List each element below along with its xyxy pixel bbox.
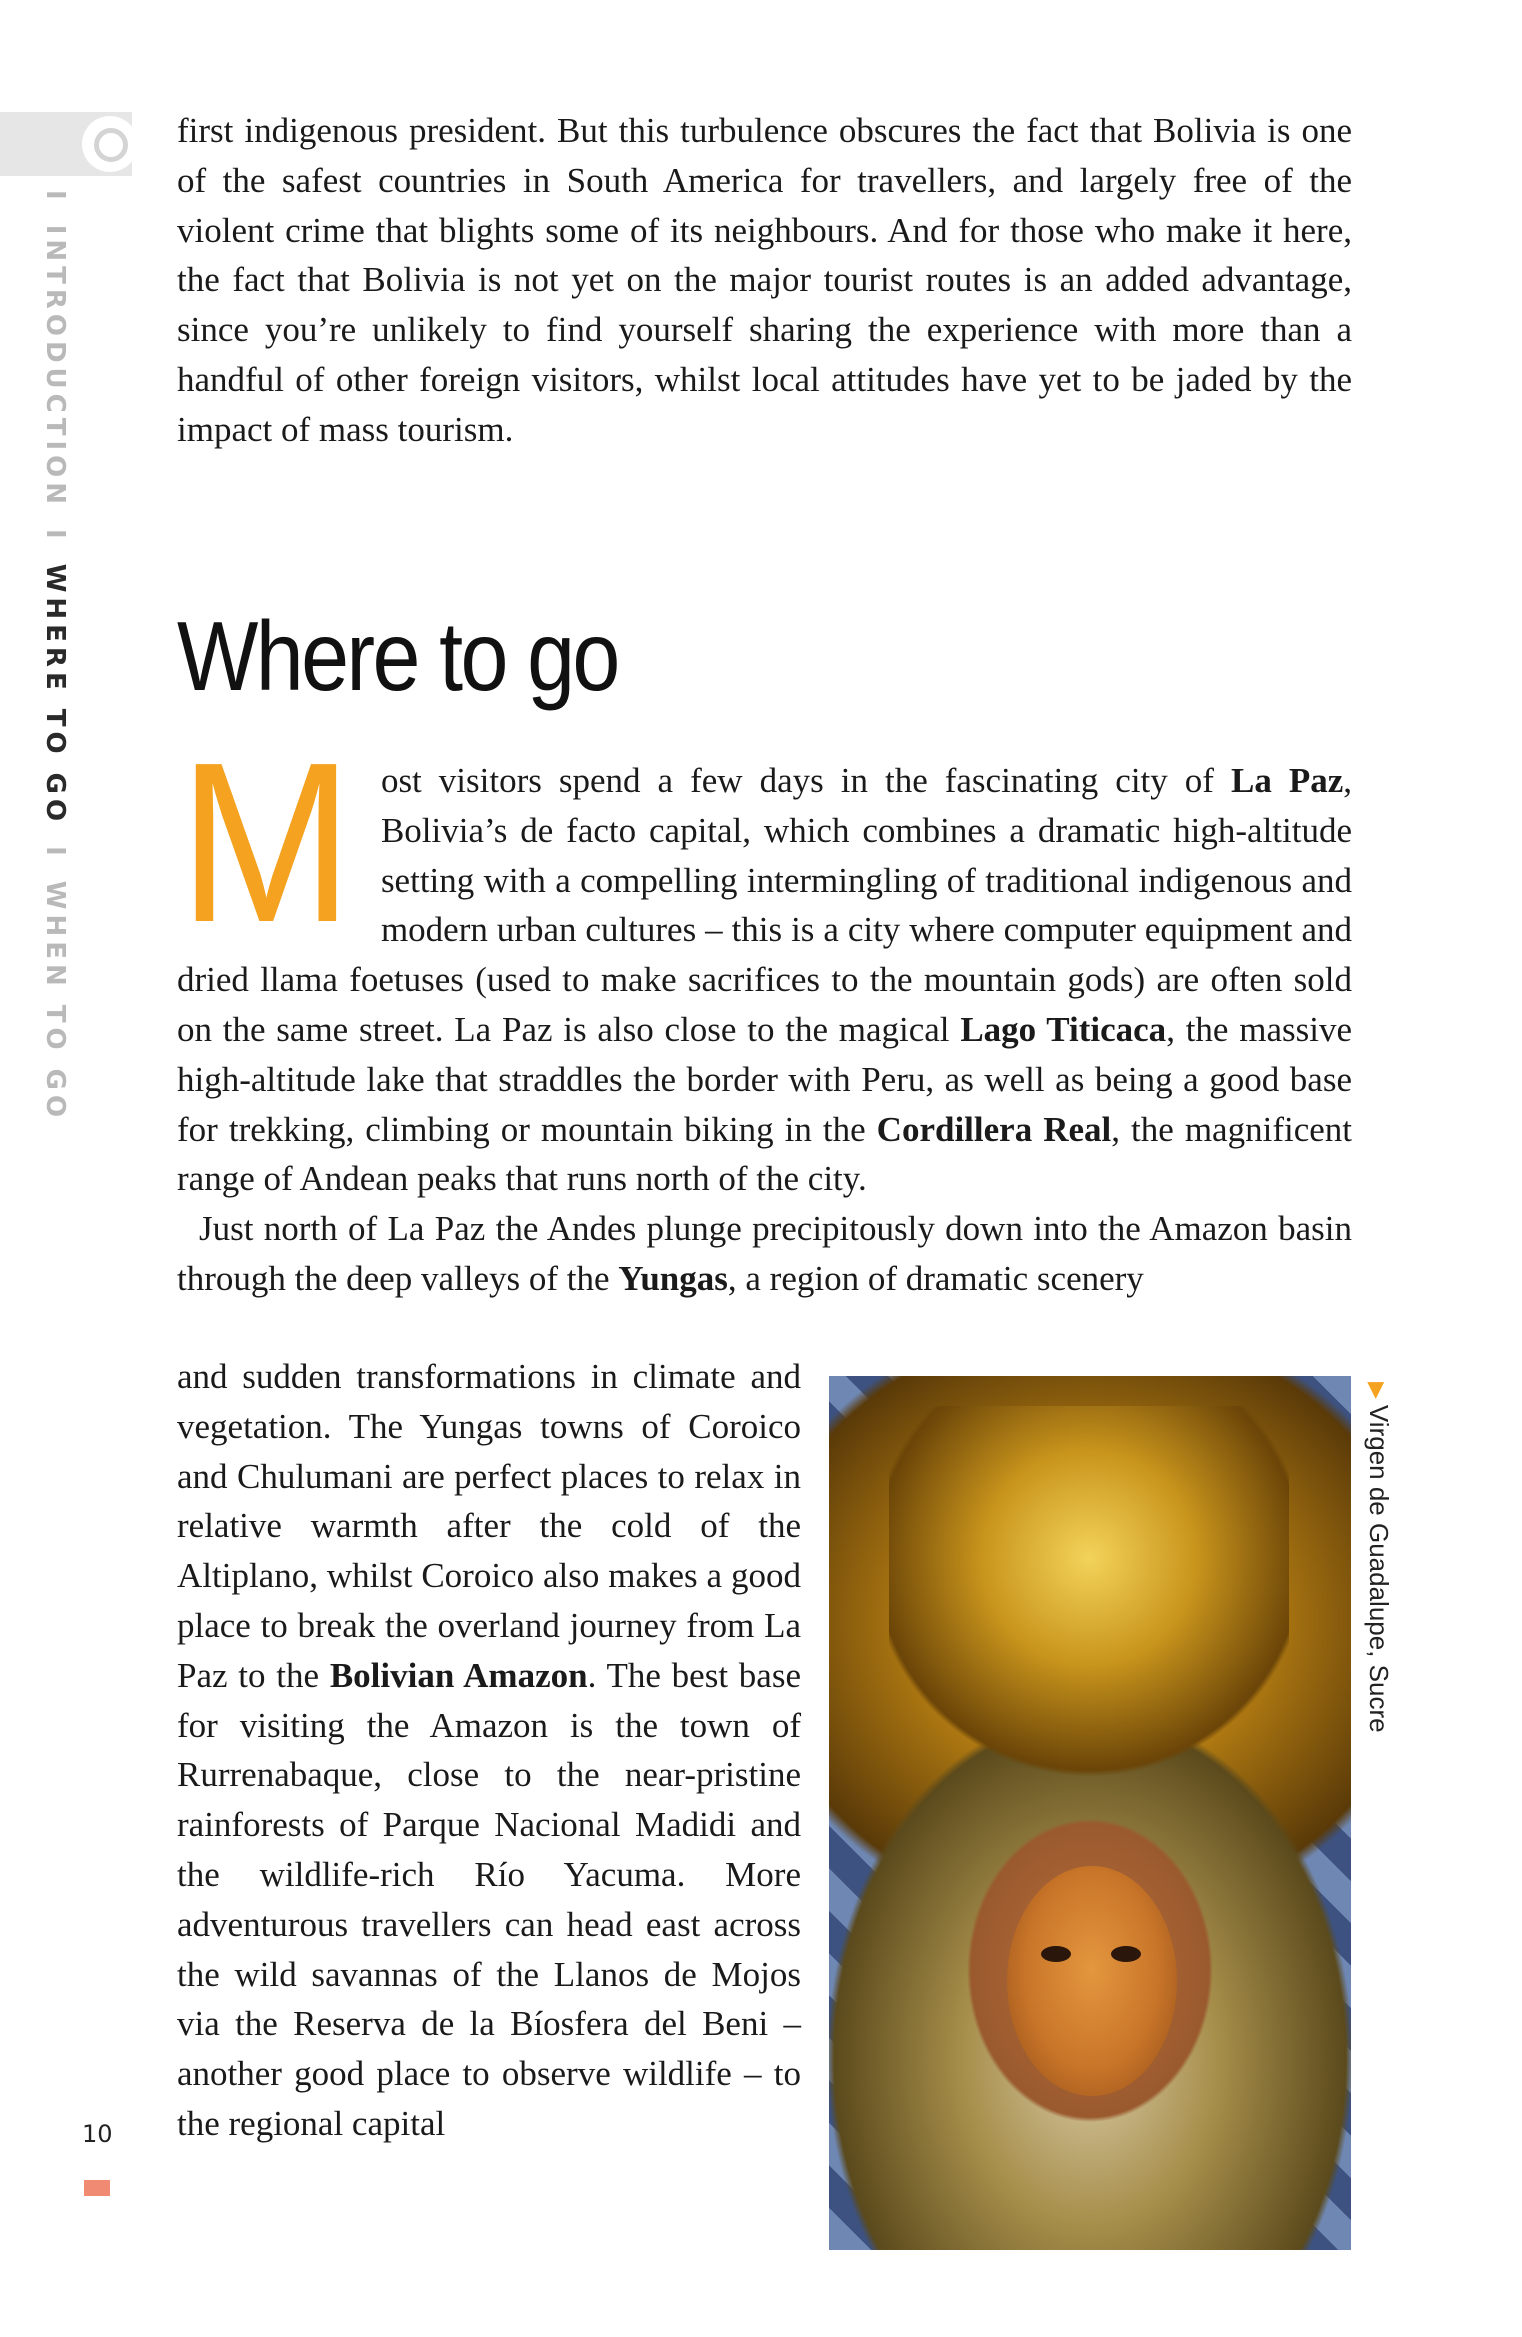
column-text: and sudden transformations in climate and vegetation. The Yungas towns of Coroico and Chulumani are perfect places to relax in relative warmth after the cold of the Altiplano, whilst Coroico also makes a good place to break the overland journey from La Paz to the xyxy=(177,1357,801,1695)
nav-where-to-go: WHERE TO GO xyxy=(40,563,70,827)
place-cordillera-real: Cordillera Real xyxy=(876,1109,1112,1149)
photo-face xyxy=(1007,1866,1177,2096)
top-paragraph: first indigenous president. But this turbulence obscures the fact that Bolivia is one of the safest countries in South America for travellers, and largely free of the violent crime that blights some of its neighbours. And for those who make it here, the fact that Bolivia is not yet on the major tourist routes is an added advantage, since you’re unlikely to find yourself sharing the experience with more than a handful of other foreign visitors, whilst local attitudes have yet to be jaded by the impact of mass tourism. xyxy=(177,111,1352,449)
intro-text: Just north of La Paz the Andes plunge precipitously down into the Amazon basin through the deep valleys of the xyxy=(177,1209,1352,1298)
photo-caption xyxy=(1363,1382,1394,1733)
place-bolivian-amazon: Bolivian Amazon xyxy=(329,1655,588,1695)
section-heading: Where to go xyxy=(177,601,618,711)
place-la-paz: La Paz xyxy=(1230,761,1344,800)
page-number: 10 xyxy=(82,2120,113,2148)
nav-when-to-go: WHEN TO GO xyxy=(40,880,70,1123)
page-marker xyxy=(84,2180,110,2196)
intro-paragraphs xyxy=(177,716,1352,1304)
column-paragraph xyxy=(177,1352,801,2149)
photo-eye xyxy=(1111,1946,1141,1962)
intro-text: , the massive high-altitude lake that straddles the border with Peru, as well as being a good base for trekking, climbing or mountain biking in the xyxy=(177,1009,1352,1149)
virgen-photo xyxy=(829,1376,1351,2250)
second-paragraph xyxy=(177,1204,1352,1304)
caption-text: Virgen de Guadalupe, Sucre xyxy=(1364,1404,1394,1733)
section-nav-vertical xyxy=(40,190,70,1122)
intro-text: , a region of dramatic scenery xyxy=(727,1258,1144,1298)
intro-text: ost visitors spend a few days in the fascinating city of xyxy=(380,761,1231,800)
intro-text: , Bolivia’s de facto capital, which combines a dramatic high-altitude setting with a compelling intermingling of traditional indigenous and modern urban cultures – this is a city where computer equipment and dried llama foetuses (used to make sacrifices to the mountain gods) are often sold on the same street. La Paz is also close to the magical xyxy=(177,761,1352,1049)
place-yungas: Yungas xyxy=(618,1258,728,1298)
caption-triangle-icon: ▶ xyxy=(1365,1382,1390,1399)
place-lago-titicaca: Lago Titicaca xyxy=(960,1009,1167,1049)
photo-eye xyxy=(1041,1946,1071,1962)
nav-separator: I xyxy=(40,529,70,544)
nav-separator: I xyxy=(40,846,70,861)
column-text: . The best base for visiting the Amazon is the town of Rurrenabaque, close to the near-pristine rainforests of Parque Nacional Madidi and the wildlife-rich Río Yacuma. More adventurous travellers can head east across the wild savannas of the Llanos de Mojos via the Reserva de la Bíosfera del Beni – another good place to observe wildlife – to the regional capital xyxy=(177,1655,801,2143)
section-tab-circle-icon xyxy=(82,116,138,172)
drop-cap: M xyxy=(178,716,354,970)
nav-introduction: INTRODUCTION xyxy=(40,224,70,510)
intro-text: , the magnificent range of Andean peaks that runs north of the city. xyxy=(177,1109,1352,1199)
nav-separator: I xyxy=(40,190,70,205)
photo-crown xyxy=(889,1406,1289,1786)
